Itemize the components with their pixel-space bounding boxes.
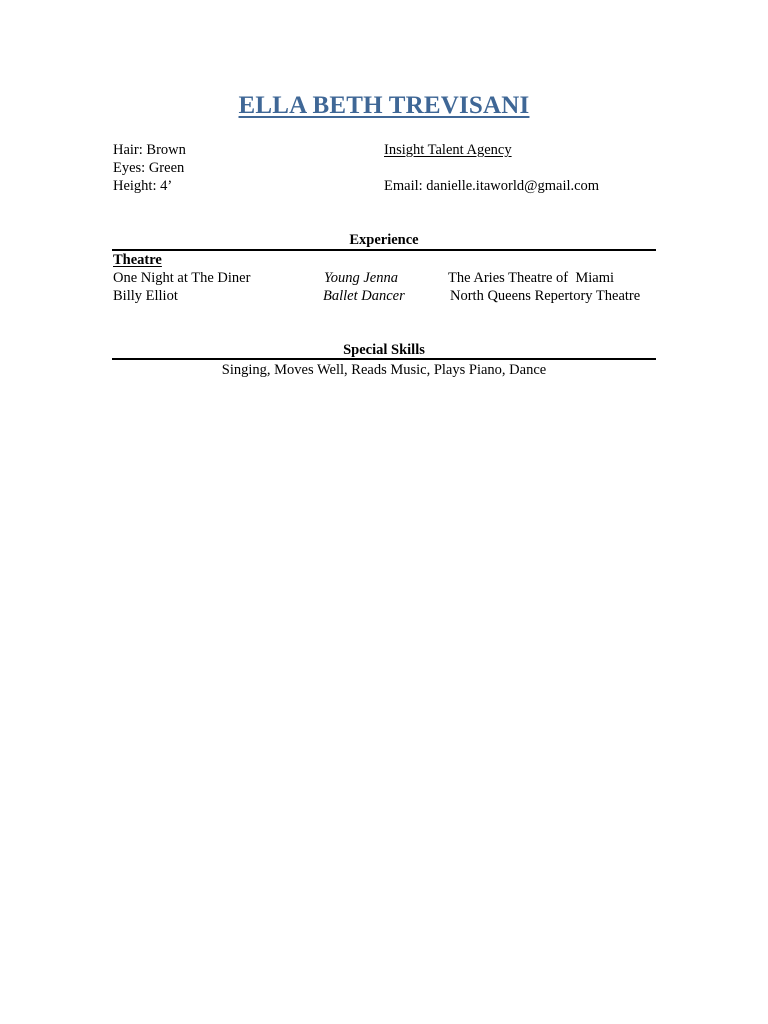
theatre-category: Theatre [113,252,162,268]
experience-divider [112,249,656,251]
agency-name: Insight Talent Agency [384,142,512,158]
hair-color: Hair: Brown [113,142,186,158]
special-skills-heading: Special Skills [343,342,425,358]
performer-name: ELLA BETH TREVISANI [238,92,530,119]
height: Height: 4’ [113,178,173,194]
credit-venue: The Aries Theatre of Miami [448,270,615,286]
special-skills-divider [112,358,656,360]
agency-email: Email: danielle.itaworld@gmail.com [384,178,600,194]
credit-venue: North Queens Repertory Theatre [450,288,641,304]
credit-role: Ballet Dancer [323,288,405,304]
experience-heading: Experience [349,232,419,248]
credit-role: Young Jenna [324,270,398,286]
credit-show: One Night at The Diner [113,270,251,286]
credit-show: Billy Elliot [113,288,178,304]
special-skills-list: Singing, Moves Well, Reads Music, Plays Piano, Dance [221,362,547,378]
eye-color: Eyes: Green [113,160,185,176]
